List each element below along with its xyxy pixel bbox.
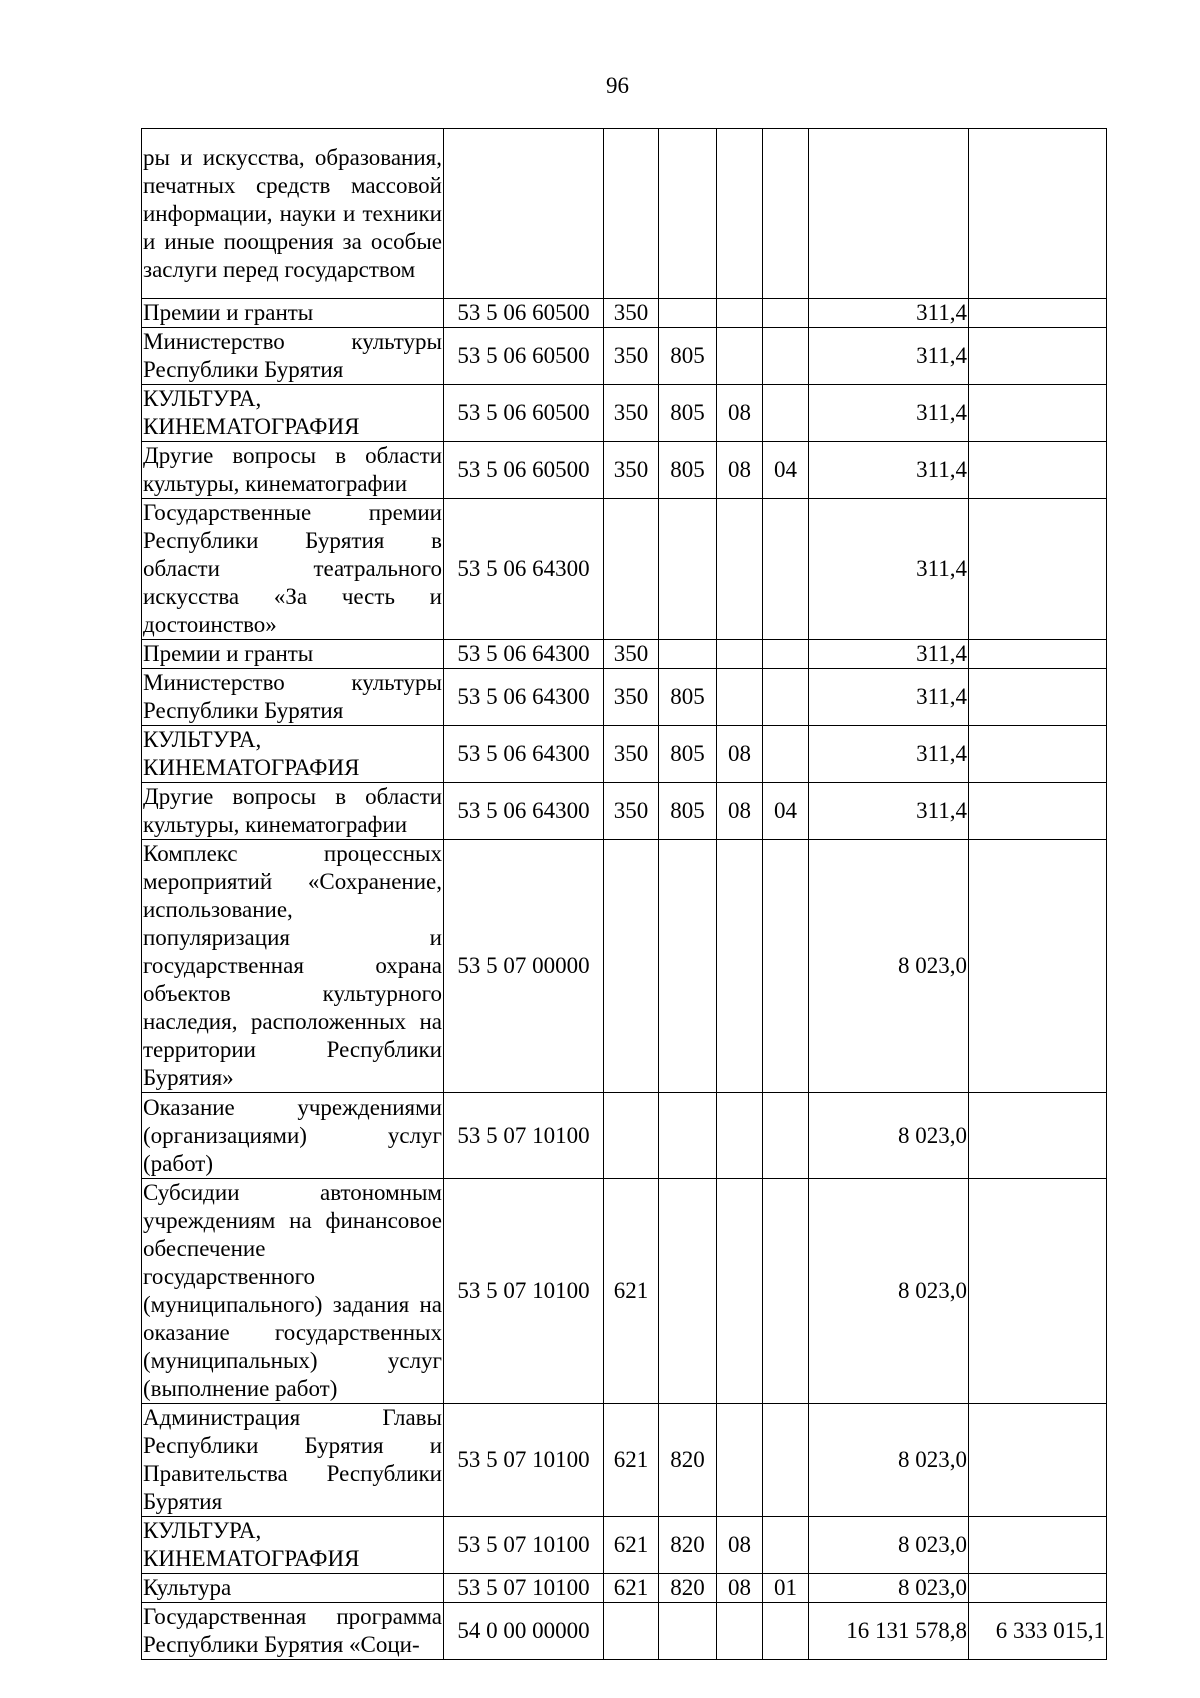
subsection-cell	[763, 840, 809, 1093]
row-name-cell: Государственная программа Республики Бурятия «Соци-	[142, 1603, 444, 1660]
ministry-code-cell	[659, 1603, 717, 1660]
amount-cell: 8 023,0	[809, 1517, 969, 1574]
row-name-cell: Субсидии автономным учреждениям на финансовое обеспечение государственного (муниципального) задания на оказание государственных (муниципальных) услуг (выполнение работ)	[142, 1179, 444, 1404]
table-row	[142, 840, 1107, 1093]
target-code-cell: 53 5 07 10100	[444, 1179, 604, 1404]
target-code-cell: 53 5 06 60500	[444, 385, 604, 442]
table-row	[142, 1179, 1107, 1404]
subsection-cell	[763, 1603, 809, 1660]
section-cell	[717, 499, 763, 640]
ministry-code-cell: 805	[659, 442, 717, 499]
subsection-cell	[763, 669, 809, 726]
amount-second-cell	[969, 1093, 1107, 1179]
subsection-cell: 04	[763, 442, 809, 499]
row-name-cell: Премии и гранты	[142, 299, 444, 328]
row-name-cell: ры и искусства, образования, печатных средств массовой информации, науки и техники и иные поощрения за особые заслуги перед государством	[142, 129, 444, 299]
amount-second-cell	[969, 499, 1107, 640]
budget-table	[141, 128, 1107, 1660]
subsection-cell	[763, 299, 809, 328]
amount-cell: 8 023,0	[809, 1574, 969, 1603]
table-row	[142, 1603, 1107, 1660]
subsection-cell: 04	[763, 783, 809, 840]
row-name-cell: Администрация Главы Республики Бурятия и Правительства Республики Бурятия	[142, 1404, 444, 1517]
target-code-cell: 53 5 06 60500	[444, 442, 604, 499]
section-cell: 08	[717, 1574, 763, 1603]
ministry-code-cell: 805	[659, 669, 717, 726]
amount-cell: 311,4	[809, 328, 969, 385]
section-cell	[717, 1404, 763, 1517]
subsection-cell	[763, 129, 809, 299]
expense-type-cell: 621	[604, 1574, 659, 1603]
target-code-cell: 53 5 07 10100	[444, 1093, 604, 1179]
subsection-cell	[763, 328, 809, 385]
row-name-cell: КУЛЬТУРА, КИНЕМАТОГРАФИЯ	[142, 1517, 444, 1574]
amount-second-cell	[969, 640, 1107, 669]
row-name-cell: КУЛЬТУРА, КИНЕМАТОГРАФИЯ	[142, 726, 444, 783]
ministry-code-cell: 805	[659, 726, 717, 783]
ministry-code-cell: 820	[659, 1574, 717, 1603]
row-name-cell: Оказание учреждениями (организациями) услуг (работ)	[142, 1093, 444, 1179]
ministry-code-cell	[659, 1093, 717, 1179]
target-code-cell: 53 5 06 64300	[444, 640, 604, 669]
expense-type-cell	[604, 840, 659, 1093]
amount-second-cell	[969, 385, 1107, 442]
expense-type-cell: 621	[604, 1517, 659, 1574]
amount-cell: 311,4	[809, 669, 969, 726]
expense-type-cell: 350	[604, 299, 659, 328]
subsection-cell	[763, 1093, 809, 1179]
subsection-cell	[763, 385, 809, 442]
subsection-cell	[763, 499, 809, 640]
amount-second-cell	[969, 840, 1107, 1093]
table-row	[142, 499, 1107, 640]
amount-cell: 8 023,0	[809, 1179, 969, 1404]
subsection-cell	[763, 1179, 809, 1404]
section-cell: 08	[717, 442, 763, 499]
table-row	[142, 328, 1107, 385]
amount-cell: 16 131 578,8	[809, 1603, 969, 1660]
table-row	[142, 385, 1107, 442]
amount-cell: 311,4	[809, 499, 969, 640]
table-row	[142, 442, 1107, 499]
amount-cell: 8 023,0	[809, 1093, 969, 1179]
expense-type-cell: 350	[604, 328, 659, 385]
row-name-cell: Другие вопросы в области культуры, кинематографии	[142, 442, 444, 499]
section-cell	[717, 669, 763, 726]
expense-type-cell	[604, 499, 659, 640]
amount-second-cell	[969, 1404, 1107, 1517]
target-code-cell: 53 5 07 10100	[444, 1517, 604, 1574]
amount-cell: 311,4	[809, 726, 969, 783]
table-row	[142, 129, 1107, 299]
row-name-cell: Государственные премии Республики Бурятия в области театрального искусства «За честь и достоинство»	[142, 499, 444, 640]
ministry-code-cell	[659, 299, 717, 328]
target-code-cell: 53 5 07 10100	[444, 1574, 604, 1603]
target-code-cell: 53 5 06 60500	[444, 328, 604, 385]
row-name-cell: Другие вопросы в области культуры, кинематографии	[142, 783, 444, 840]
section-cell: 08	[717, 1517, 763, 1574]
amount-second-cell	[969, 1574, 1107, 1603]
section-cell	[717, 328, 763, 385]
amount-cell: 311,4	[809, 299, 969, 328]
ministry-code-cell	[659, 840, 717, 1093]
section-cell	[717, 1603, 763, 1660]
amount-cell: 8 023,0	[809, 840, 969, 1093]
table-row	[142, 1574, 1107, 1603]
amount-cell: 311,4	[809, 385, 969, 442]
expense-type-cell: 350	[604, 442, 659, 499]
amount-second-cell	[969, 726, 1107, 783]
table-row	[142, 1093, 1107, 1179]
table-row	[142, 783, 1107, 840]
ministry-code-cell: 820	[659, 1517, 717, 1574]
expense-type-cell: 350	[604, 669, 659, 726]
table-row	[142, 1517, 1107, 1574]
row-name-cell: Культура	[142, 1574, 444, 1603]
amount-cell: 311,4	[809, 783, 969, 840]
subsection-cell	[763, 1517, 809, 1574]
section-cell	[717, 640, 763, 669]
subsection-cell	[763, 640, 809, 669]
amount-second-cell	[969, 669, 1107, 726]
table-row	[142, 726, 1107, 783]
expense-type-cell: 350	[604, 385, 659, 442]
amount-second-cell	[969, 783, 1107, 840]
amount-second-cell: 6 333 015,1	[969, 1603, 1107, 1660]
expense-type-cell: 621	[604, 1179, 659, 1404]
expense-type-cell: 350	[604, 640, 659, 669]
section-cell	[717, 299, 763, 328]
table-row	[142, 669, 1107, 726]
target-code-cell: 53 5 06 64300	[444, 669, 604, 726]
subsection-cell	[763, 726, 809, 783]
amount-second-cell	[969, 328, 1107, 385]
amount-second-cell	[969, 442, 1107, 499]
subsection-cell: 01	[763, 1574, 809, 1603]
amount-second-cell	[969, 299, 1107, 328]
section-cell	[717, 129, 763, 299]
ministry-code-cell: 805	[659, 328, 717, 385]
amount-second-cell	[969, 1179, 1107, 1404]
table-row	[142, 1404, 1107, 1517]
ministry-code-cell	[659, 499, 717, 640]
ministry-code-cell	[659, 1179, 717, 1404]
row-name-cell: КУЛЬТУРА, КИНЕМАТОГРАФИЯ	[142, 385, 444, 442]
amount-second-cell	[969, 129, 1107, 299]
target-code-cell: 53 5 06 64300	[444, 783, 604, 840]
target-code-cell: 53 5 06 60500	[444, 299, 604, 328]
expense-type-cell: 621	[604, 1404, 659, 1517]
section-cell: 08	[717, 783, 763, 840]
row-name-cell: Премии и гранты	[142, 640, 444, 669]
expense-type-cell: 350	[604, 726, 659, 783]
target-code-cell	[444, 129, 604, 299]
page-number: 96	[606, 73, 629, 98]
amount-cell: 8 023,0	[809, 1404, 969, 1517]
section-cell	[717, 1093, 763, 1179]
amount-cell	[809, 129, 969, 299]
section-cell: 08	[717, 726, 763, 783]
section-cell	[717, 840, 763, 1093]
table-row	[142, 299, 1107, 328]
ministry-code-cell	[659, 640, 717, 669]
ministry-code-cell: 805	[659, 783, 717, 840]
row-name-cell: Министерство культуры Республики Бурятия	[142, 669, 444, 726]
target-code-cell: 53 5 06 64300	[444, 499, 604, 640]
target-code-cell: 53 5 07 10100	[444, 1404, 604, 1517]
expense-type-cell	[604, 1603, 659, 1660]
expense-type-cell: 350	[604, 783, 659, 840]
table-body	[142, 129, 1107, 1660]
expense-type-cell	[604, 129, 659, 299]
row-name-cell: Министерство культуры Республики Бурятия	[142, 328, 444, 385]
ministry-code-cell	[659, 129, 717, 299]
subsection-cell	[763, 1404, 809, 1517]
row-name-cell: Комплекс процессных мероприятий «Сохранение, использование, популяризация и государственная охрана объектов культурного наследия, расположенных на территории Республики Бурятия»	[142, 840, 444, 1093]
amount-cell: 311,4	[809, 442, 969, 499]
ministry-code-cell: 820	[659, 1404, 717, 1517]
amount-second-cell	[969, 1517, 1107, 1574]
target-code-cell: 54 0 00 00000	[444, 1603, 604, 1660]
target-code-cell: 53 5 07 00000	[444, 840, 604, 1093]
ministry-code-cell: 805	[659, 385, 717, 442]
expense-type-cell	[604, 1093, 659, 1179]
section-cell: 08	[717, 385, 763, 442]
table-row	[142, 640, 1107, 669]
section-cell	[717, 1179, 763, 1404]
target-code-cell: 53 5 06 64300	[444, 726, 604, 783]
amount-cell: 311,4	[809, 640, 969, 669]
